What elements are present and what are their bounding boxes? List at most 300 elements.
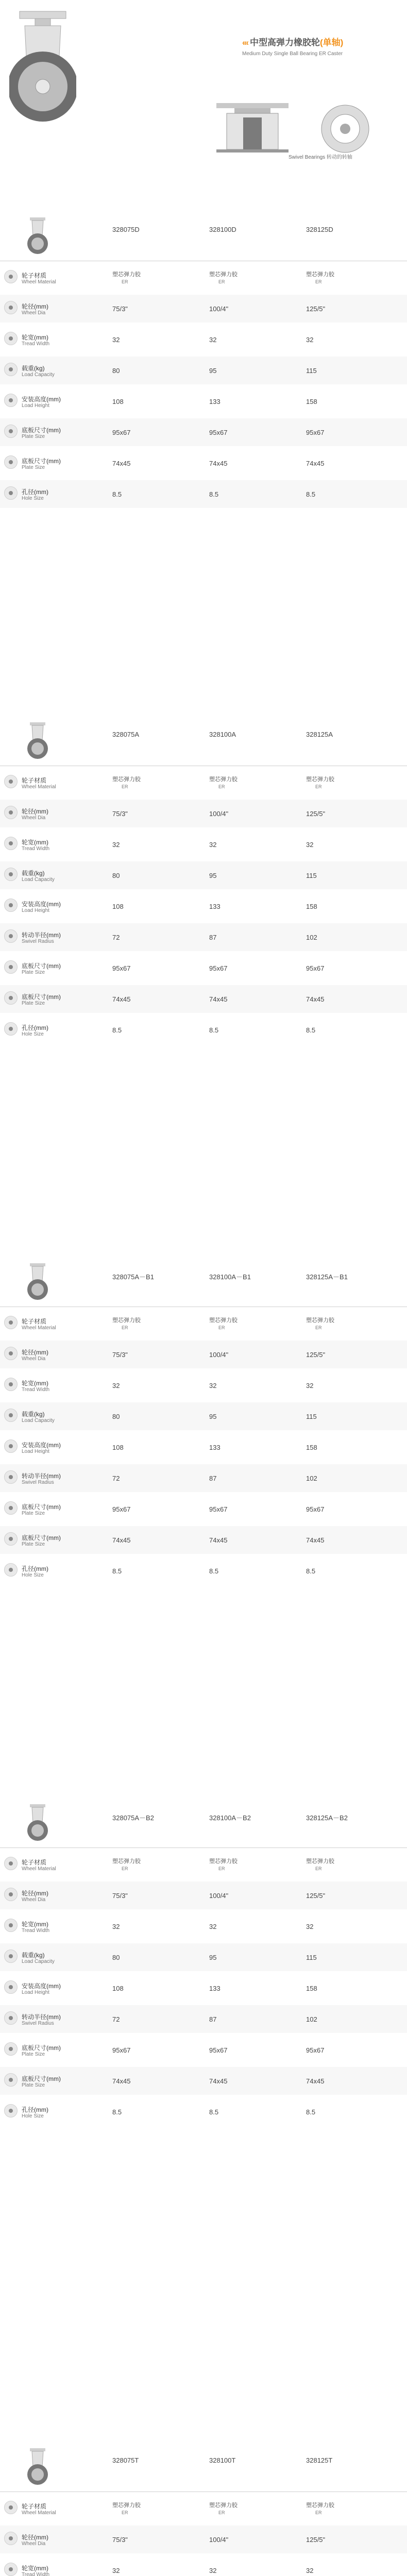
- spec-label-cn: 底板尺寸(mm): [22, 2044, 61, 2052]
- spec-label-cn: 孔径(mm): [22, 2106, 48, 2113]
- spec-value: 32: [209, 841, 217, 849]
- spec-row-plate_hole: [0, 1526, 407, 1554]
- spec-label-en: Plate Size: [22, 2052, 45, 2057]
- model-number: 328075D: [112, 226, 140, 233]
- spec-value: [112, 271, 141, 285]
- spec-icon: [4, 960, 18, 974]
- spec-row-material: [0, 2495, 407, 2522]
- spec-row-load: [0, 1402, 407, 1430]
- spec-value: 32: [112, 2567, 120, 2574]
- material-en: ER: [218, 279, 225, 284]
- spec-value: 80: [112, 1954, 120, 1961]
- spec-value: 74x45: [306, 1536, 325, 1544]
- material-en: ER: [315, 279, 322, 284]
- material-en: ER: [315, 784, 322, 789]
- product-title: [242, 35, 397, 48]
- spec-label-en: Wheel Dia: [22, 815, 46, 821]
- spec-label-en: Swivel Radius: [22, 1480, 54, 1485]
- spec-label-en: Wheel Material: [22, 1866, 56, 1872]
- spec-label-en: Wheel Dia: [22, 1897, 46, 1903]
- spec-value: 95: [209, 1954, 217, 1961]
- spec-value: 32: [209, 336, 217, 344]
- spec-value: 95: [209, 872, 217, 879]
- spec-label-cn: 轮子材质: [22, 1318, 47, 1325]
- spec-value: 74x45: [209, 2077, 228, 2085]
- material-cn: 塑芯弹力胶: [112, 2502, 141, 2509]
- spec-value: 115: [306, 872, 317, 879]
- spec-icon: [4, 1378, 18, 1391]
- spec-row-height: [0, 892, 407, 920]
- model-number: 328125T: [306, 2456, 333, 2464]
- spec-value: 100/4": [209, 1351, 229, 1359]
- spec-value: 32: [306, 1382, 314, 1389]
- model-number: 328125A－B2: [306, 1814, 348, 1822]
- spec-value: 102: [306, 2015, 317, 2023]
- spec-icon: [4, 2073, 18, 2087]
- model-number: 328125A: [306, 731, 333, 738]
- spec-icon: [4, 899, 18, 912]
- spec-value: 108: [112, 1985, 124, 1992]
- spec-label-cn: 轮径(mm): [22, 1890, 48, 1897]
- material-en: ER: [315, 1866, 322, 1871]
- spec-row-material: [0, 1310, 407, 1337]
- spec-value: 133: [209, 1985, 221, 1992]
- spec-value: 32: [306, 1923, 314, 1930]
- spec-value: 158: [306, 398, 317, 405]
- spec-value: 95: [209, 367, 217, 375]
- spec-icon: [4, 486, 18, 500]
- material-cn: 塑芯弹力胶: [112, 272, 141, 278]
- spec-value: 95x67: [209, 1505, 228, 1513]
- spec-value: 8.5: [306, 1567, 316, 1575]
- spec-row-material: [0, 264, 407, 292]
- spec-value: 80: [112, 872, 120, 879]
- spec-label-en: Hole Size: [22, 496, 44, 501]
- spec-label-cn: 底板尺寸(mm): [22, 427, 61, 434]
- model-number: 328100A－B2: [209, 1814, 251, 1822]
- spec-label-cn: 孔径(mm): [22, 488, 48, 496]
- spec-label-en: Hole Size: [22, 1572, 44, 1578]
- material-cn: 塑芯弹力胶: [209, 776, 238, 783]
- material-en: ER: [218, 784, 225, 789]
- spec-value: 125/5": [306, 1892, 326, 1900]
- spec-icon: [4, 1439, 18, 1453]
- spec-value: 72: [112, 934, 120, 941]
- spec-icon: [4, 1409, 18, 1422]
- spec-row-height: [0, 1974, 407, 2002]
- spec-icon: [4, 2532, 18, 2545]
- spec-label-en: Load Height: [22, 908, 49, 913]
- spec-row-swivel: [0, 923, 407, 951]
- spec-row-tread: [0, 1371, 407, 1399]
- spec-value: [306, 776, 334, 790]
- spec-value: 95x67: [306, 964, 325, 972]
- spec-label-en: Wheel Dia: [22, 310, 46, 316]
- spec-row-hole: [0, 2098, 407, 2126]
- spec-row-plate: [0, 1495, 407, 1523]
- spec-label-en: Tread Width: [22, 1928, 50, 1934]
- spec-icon: [4, 394, 18, 407]
- spec-value: 100/4": [209, 2536, 229, 2544]
- spec-value: 95x67: [112, 2046, 131, 2054]
- spec-icon: [4, 1470, 18, 1484]
- material-cn: 塑芯弹力胶: [306, 776, 334, 783]
- spec-label-en: Wheel Material: [22, 279, 56, 285]
- spec-label-en: Wheel Material: [22, 784, 56, 790]
- spec-label-cn: 孔径(mm): [22, 1024, 48, 1031]
- spec-value: [112, 2502, 141, 2516]
- spec-icon: [4, 991, 18, 1005]
- spec-row-load: [0, 1943, 407, 1971]
- spec-value: 32: [209, 2567, 217, 2574]
- spec-label-cn: 安装高度(mm): [22, 1982, 61, 1990]
- spec-value: 133: [209, 1444, 221, 1451]
- spec-value: 32: [112, 1382, 120, 1389]
- spec-value: [209, 1858, 238, 1872]
- spec-label-cn: 安装高度(mm): [22, 901, 61, 908]
- spec-value: 95: [209, 1413, 217, 1420]
- material-cn: 塑芯弹力胶: [209, 1858, 238, 1865]
- spec-value: 32: [306, 841, 314, 849]
- spec-value: 8.5: [306, 1026, 316, 1034]
- spec-label-cn: 轮径(mm): [22, 808, 48, 815]
- spec-value: 115: [306, 1954, 317, 1961]
- spec-row-plate_hole: [0, 449, 407, 477]
- spec-row-plate_hole: [0, 985, 407, 1013]
- spec-icon: [4, 1347, 18, 1360]
- spec-icon: [4, 2563, 18, 2576]
- spec-icon: [4, 425, 18, 438]
- spec-label-en: Tread Width: [22, 2572, 50, 2576]
- spec-label-cn: 底板尺寸(mm): [22, 2075, 61, 2082]
- spec-row-dia: [0, 1882, 407, 1909]
- spec-value: 95x67: [209, 429, 228, 436]
- material-en: ER: [122, 279, 128, 284]
- spec-label-cn: 载重(kg): [22, 870, 45, 877]
- spec-label-cn: 孔径(mm): [22, 1565, 48, 1572]
- product-subtitle: Medium Duty Single Ball Bearing ER Caster: [242, 51, 343, 57]
- spec-value: 8.5: [209, 490, 219, 498]
- spec-row-dia: [0, 295, 407, 323]
- spec-value: 32: [112, 841, 120, 849]
- spec-value: 8.5: [112, 2108, 122, 2116]
- model-number: 328125D: [306, 226, 333, 233]
- spec-label-cn: 轮宽(mm): [22, 839, 48, 846]
- spec-value: 8.5: [209, 2108, 219, 2116]
- spec-label-en: Wheel Dia: [22, 2541, 46, 2547]
- model-number: 328100A: [209, 731, 236, 738]
- model-number: 328075A－B1: [112, 1273, 154, 1281]
- spec-value: 8.5: [209, 1026, 219, 1034]
- spec-value: 74x45: [209, 995, 228, 1003]
- spec-label-en: Load Capacity: [22, 372, 55, 378]
- spec-icon: [4, 1532, 18, 1546]
- spec-label-en: Load Capacity: [22, 1418, 55, 1423]
- spec-value: 75/3": [112, 810, 128, 818]
- material-cn: 塑芯弹力胶: [209, 272, 238, 278]
- spec-label-en: Plate Size: [22, 1511, 45, 1516]
- spec-label-cn: 轮径(mm): [22, 2534, 48, 2541]
- spec-row-load: [0, 861, 407, 889]
- model-number: 328100A－B1: [209, 1273, 251, 1281]
- spec-value: [112, 1317, 141, 1331]
- spec-value: 95x67: [112, 964, 131, 972]
- spec-row-tread: [0, 326, 407, 353]
- spec-value: 108: [112, 903, 124, 910]
- spec-value: 32: [306, 2567, 314, 2574]
- spec-row-material: [0, 1851, 407, 1878]
- spec-icon: [4, 2042, 18, 2056]
- spec-label-cn: 安装高度(mm): [22, 1442, 61, 1449]
- title-highlight: (单轴): [319, 38, 344, 47]
- material-cn: 塑芯弹力胶: [209, 1317, 238, 1324]
- spec-row-dia: [0, 800, 407, 827]
- spec-label-en: Wheel Material: [22, 2510, 56, 2516]
- material-en: ER: [315, 1325, 322, 1330]
- spec-value: 8.5: [112, 1567, 122, 1575]
- spec-label-en: Hole Size: [22, 2113, 44, 2119]
- spec-row-tread: [0, 831, 407, 858]
- spec-icon: [4, 1501, 18, 1515]
- spec-label-en: Load Height: [22, 403, 49, 409]
- spec-icon: [4, 929, 18, 943]
- spec-value: [306, 1317, 334, 1331]
- spec-value: 125/5": [306, 305, 326, 313]
- spec-icon: [4, 868, 18, 881]
- spec-value: 95x67: [306, 429, 325, 436]
- spec-row-plate: [0, 418, 407, 446]
- spec-value: [112, 1858, 141, 1872]
- spec-label-en: Load Capacity: [22, 877, 55, 883]
- spec-label-cn: 转动半径(mm): [22, 2013, 61, 2021]
- spec-value: 102: [306, 934, 317, 941]
- spec-value: 74x45: [112, 995, 131, 1003]
- model-row: [0, 726, 407, 742]
- spec-icon: [4, 806, 18, 819]
- spec-row-tread: [0, 1912, 407, 1940]
- spec-icon: [4, 837, 18, 850]
- spec-value: 87: [209, 934, 217, 941]
- material-cn: 塑芯弹力胶: [112, 776, 141, 783]
- spec-label-en: Tread Width: [22, 846, 50, 852]
- spec-value: [209, 271, 238, 285]
- spec-label-cn: 载重(kg): [22, 365, 45, 372]
- spec-label-cn: 轮子材质: [22, 272, 47, 279]
- spec-label-cn: 轮宽(mm): [22, 1921, 48, 1928]
- spec-value: 115: [306, 367, 317, 375]
- spec-value: 100/4": [209, 1892, 229, 1900]
- spec-value: 74x45: [112, 1536, 131, 1544]
- spec-value: 8.5: [209, 1567, 219, 1575]
- spec-value: 74x45: [209, 1536, 228, 1544]
- spec-value: 95x67: [112, 429, 131, 436]
- model-number: 328100T: [209, 2456, 236, 2464]
- spec-label-en: Load Height: [22, 1990, 49, 1995]
- spec-row-tread: [0, 2556, 407, 2576]
- spec-row-plate: [0, 954, 407, 982]
- spec-icon: [4, 1888, 18, 1901]
- spec-value: 74x45: [306, 995, 325, 1003]
- spec-row-dia: [0, 1341, 407, 1368]
- spec-label-cn: 转动半径(mm): [22, 1472, 61, 1480]
- spec-value: 32: [306, 336, 314, 344]
- spec-value: 158: [306, 903, 317, 910]
- spec-label-cn: 载重(kg): [22, 1411, 45, 1418]
- title-arrows: ‹‹‹: [242, 38, 248, 47]
- spec-row-load: [0, 357, 407, 384]
- model-row: [0, 2452, 407, 2468]
- spec-icon: [4, 332, 18, 345]
- bearing-caption: Swivel Bearings 转动的转轴: [289, 155, 352, 160]
- spec-value: 158: [306, 1444, 317, 1451]
- spec-icon: [4, 2501, 18, 2514]
- spec-icon: [4, 270, 18, 283]
- spec-value: 108: [112, 1444, 124, 1451]
- spec-label-en: Swivel Radius: [22, 939, 54, 944]
- material-en: ER: [122, 2510, 128, 2515]
- model-number: 328075A－B2: [112, 1814, 154, 1822]
- spec-value: 32: [209, 1923, 217, 1930]
- spec-label-cn: 轮径(mm): [22, 1349, 48, 1356]
- spec-label-en: Load Capacity: [22, 1959, 55, 1964]
- spec-row-hole: [0, 1557, 407, 1585]
- spec-value: 80: [112, 1413, 120, 1420]
- spec-icon: [4, 2011, 18, 2025]
- title-cn-text: 中型高弹力橡胶轮: [249, 38, 320, 47]
- spec-label-cn: 轮子材质: [22, 777, 47, 784]
- spec-value: 32: [112, 1923, 120, 1930]
- material-en: ER: [315, 2510, 322, 2515]
- material-cn: 塑芯弹力胶: [306, 2502, 334, 2509]
- material-en: ER: [122, 1866, 128, 1871]
- spec-value: 74x45: [306, 460, 325, 467]
- spec-label-cn: 底板尺寸(mm): [22, 1503, 61, 1511]
- spec-value: 75/3": [112, 305, 128, 313]
- material-en: ER: [218, 1866, 225, 1871]
- spec-label-en: Plate Size: [22, 1001, 45, 1006]
- spec-row-height: [0, 1433, 407, 1461]
- spec-value: 8.5: [112, 1026, 122, 1034]
- spec-value: 72: [112, 1475, 120, 1482]
- spec-value: 74x45: [306, 2077, 325, 2085]
- spec-value: 95x67: [209, 964, 228, 972]
- spec-label-en: Hole Size: [22, 1031, 44, 1037]
- spec-value: 74x45: [209, 460, 228, 467]
- spec-label-cn: 轮宽(mm): [22, 2565, 48, 2572]
- spec-value: 125/5": [306, 810, 326, 818]
- spec-value: 8.5: [306, 2108, 316, 2116]
- spec-value: 75/3": [112, 1892, 128, 1900]
- spec-icon: [4, 1316, 18, 1329]
- spec-label-cn: 载重(kg): [22, 1952, 45, 1959]
- material-cn: 塑芯弹力胶: [112, 1317, 141, 1324]
- model-row: [0, 1808, 407, 1824]
- spec-icon: [4, 1950, 18, 1963]
- spec-value: [209, 1317, 238, 1331]
- spec-value: 100/4": [209, 810, 229, 818]
- spec-value: [209, 776, 238, 790]
- spec-value: 102: [306, 1475, 317, 1482]
- spec-row-swivel: [0, 2005, 407, 2033]
- spec-value: 108: [112, 398, 124, 405]
- spec-label-cn: 轮宽(mm): [22, 334, 48, 341]
- model-number: 328100D: [209, 226, 236, 233]
- spec-value: 8.5: [306, 490, 316, 498]
- material-cn: 塑芯弹力胶: [209, 2502, 238, 2509]
- material-cn: 塑芯弹力胶: [306, 272, 334, 278]
- spec-label-en: Wheel Dia: [22, 1356, 46, 1362]
- material-cn: 塑芯弹力胶: [306, 1317, 334, 1324]
- spec-value: 80: [112, 367, 120, 375]
- spec-icon: [4, 775, 18, 788]
- spec-icon: [4, 301, 18, 314]
- spec-label-en: Tread Width: [22, 1387, 50, 1393]
- spec-label-cn: 底板尺寸(mm): [22, 962, 61, 970]
- spec-label-en: Plate Size: [22, 2082, 45, 2088]
- spec-value: 32: [112, 336, 120, 344]
- spec-value: 95x67: [209, 2046, 228, 2054]
- spec-value: 125/5": [306, 1351, 326, 1359]
- spec-label-en: Plate Size: [22, 1541, 45, 1547]
- spec-row-material: [0, 769, 407, 796]
- spec-label-cn: 轮宽(mm): [22, 1380, 48, 1387]
- spec-label-en: Load Height: [22, 1449, 49, 1454]
- spec-value: 87: [209, 1475, 217, 1482]
- spec-value: 32: [209, 1382, 217, 1389]
- spec-icon: [4, 2104, 18, 2117]
- model-row: [0, 222, 407, 237]
- spec-row-hole: [0, 480, 407, 508]
- spec-value: 74x45: [112, 2077, 131, 2085]
- spec-value: 115: [306, 1413, 317, 1420]
- spec-icon: [4, 1022, 18, 1036]
- spec-value: 72: [112, 2015, 120, 2023]
- material-en: ER: [218, 1325, 225, 1330]
- spec-label-cn: 转动半径(mm): [22, 931, 61, 939]
- spec-label-cn: 底板尺寸(mm): [22, 993, 61, 1001]
- spec-value: 100/4": [209, 305, 229, 313]
- spec-icon: [4, 455, 18, 469]
- spec-row-dia: [0, 2526, 407, 2553]
- spec-value: 158: [306, 1985, 317, 1992]
- spec-icon: [4, 1857, 18, 1870]
- bearing-diagram-image: [216, 103, 381, 160]
- page-header: [0, 0, 407, 206]
- material-cn: 塑芯弹力胶: [112, 1858, 141, 1865]
- material-cn: 塑芯弹力胶: [306, 1858, 334, 1865]
- model-number: 328075A: [112, 731, 140, 738]
- spec-value: 75/3": [112, 1351, 128, 1359]
- spec-label-en: Plate Size: [22, 465, 45, 470]
- spec-value: 75/3": [112, 2536, 128, 2544]
- spec-value: 95x67: [306, 2046, 325, 2054]
- spec-label-cn: 轮子材质: [22, 1859, 47, 1866]
- spec-row-hole: [0, 1016, 407, 1044]
- material-en: ER: [122, 784, 128, 789]
- spec-label-cn: 安装高度(mm): [22, 396, 61, 403]
- spec-label-cn: 底板尺寸(mm): [22, 1534, 61, 1541]
- model-number: 328075T: [112, 2456, 139, 2464]
- spec-icon: [4, 1919, 18, 1932]
- spec-row-swivel: [0, 1464, 407, 1492]
- spec-value: 95x67: [306, 1505, 325, 1513]
- spec-label-cn: 底板尺寸(mm): [22, 457, 61, 465]
- spec-value: [306, 271, 334, 285]
- spec-value: [112, 776, 141, 790]
- spec-value: 8.5: [112, 490, 122, 498]
- spec-label-en: Wheel Material: [22, 1325, 56, 1331]
- title-block: [242, 35, 397, 57]
